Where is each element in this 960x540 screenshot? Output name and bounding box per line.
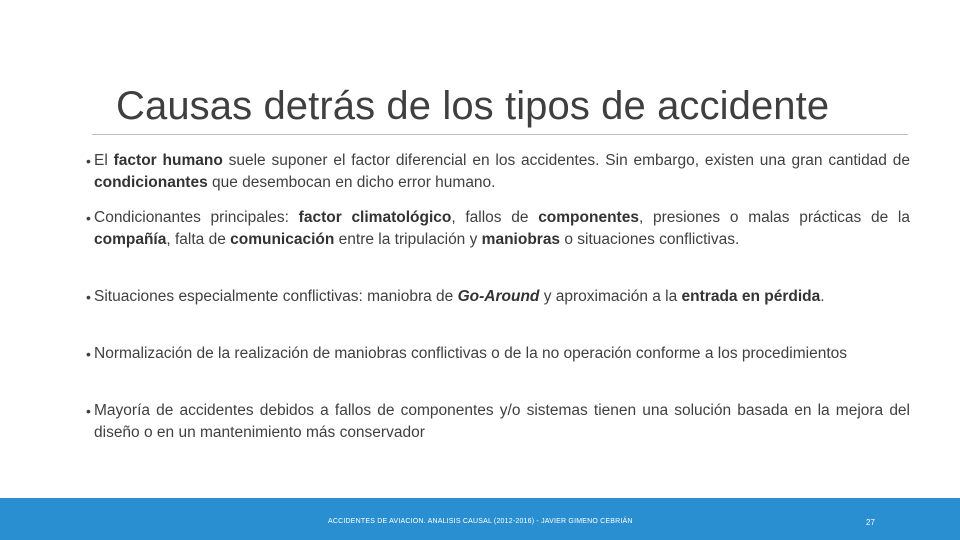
bullet-text: Mayoría de accidentes debidos a fallos de componentes y/o sistemas tienen una solución basada en la mejora del diseño o en un mantenimiento más conservador [94, 402, 910, 441]
bullet-text: Normalización de la realización de maniobras conflictivas o de la no operación conforme a los procedimientos [94, 345, 848, 362]
footer-text: ACCIDENTES DE AVIACION. ANALISIS CAUSAL (2012-2016) - JAVIER GIMENO CEBRIÁN [328, 518, 633, 525]
bullet-item [86, 207, 910, 251]
bullet-text: Situaciones especialmente conflictivas: maniobra de Go-Around y aproximación a la entrada en pérdida. [94, 288, 825, 305]
bullet-text: Condicionantes principales: factor climatológico, fallos de componentes, presiones o malas prácticas de la compañía, falta de comunicación entre la tripulación y maniobras o situaciones conflictivas. [94, 209, 910, 248]
bullet-marker: • [86, 346, 91, 362]
bullet-marker: • [86, 210, 91, 226]
bullet-marker: • [86, 153, 91, 169]
title-divider [92, 134, 908, 135]
bullet-text: El factor humano suele suponer el factor diferencial en los accidentes. Sin embargo, existen una gran cantidad de condicionantes que desembocan en dicho error humano. [94, 152, 910, 191]
bullet-item [86, 400, 910, 444]
bullet-marker: • [86, 403, 91, 419]
bullet-item [86, 286, 910, 308]
bullet-marker: • [86, 289, 91, 305]
slide-title: Causas detrás de los tipos de accidente [116, 84, 830, 128]
bullet-item [86, 150, 910, 194]
page-number: 27 [866, 518, 875, 527]
bullet-item [86, 343, 910, 365]
